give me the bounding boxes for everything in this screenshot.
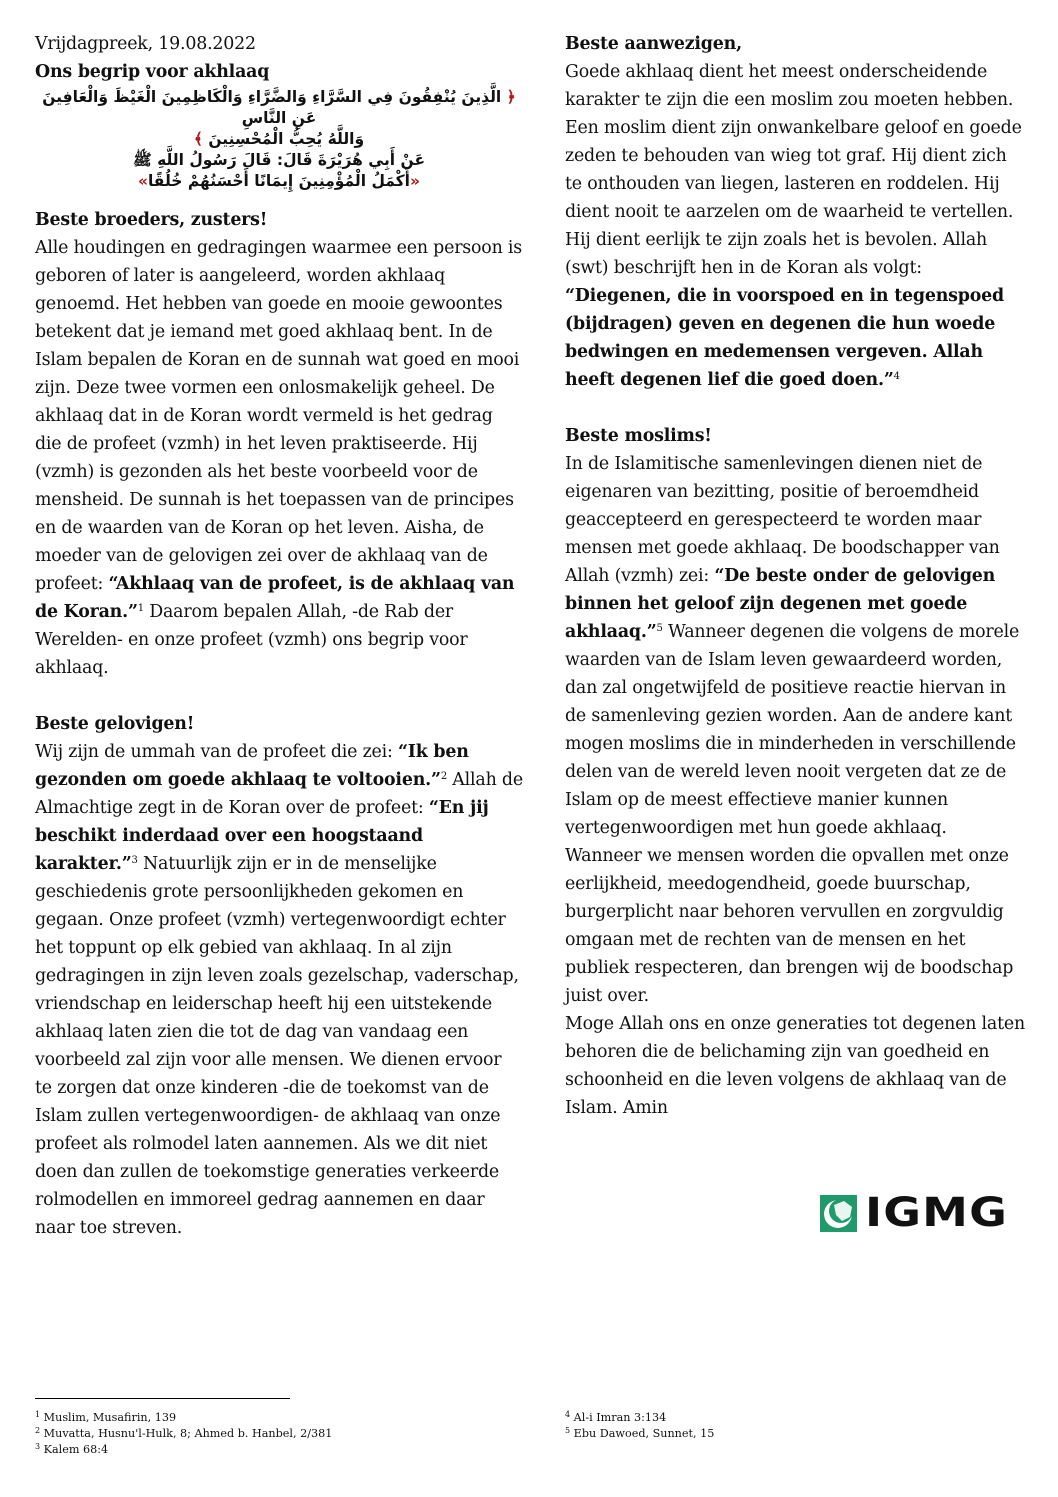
logo-text: IGMG [865, 1190, 1009, 1236]
arabic-hadith-line [35, 171, 523, 192]
quote-open: « [410, 172, 421, 190]
footnote-text: Ebu Dawoed, Sunnet, 15 [573, 1427, 715, 1440]
section-paragraph-3 [565, 58, 1027, 394]
paragraph-tail: Daarom bepalen Allah, -de Rab der Werelden- en onze profeet (vzmh) ons begrip voor akhlaaq. [35, 602, 468, 678]
footnote-ref-2[interactable]: 2 [440, 771, 447, 782]
paragraph-tail: Natuurlijk zijn er in de menselijke geschiedenis grote persoonlijkheden gekomen en gegaan. Onze profeet (vzmh) vertegenwoordigt echter het toppunt op elk gebied van akhlaaq. In al zijn gedragingen in zijn leven zoals gezelschap, vaderschap, vriendschap en leiderschap heeft hij een uitstekende akhlaaq laten zien die tot de dag van vandaag een voorbeeld zal zijn voor alle mensen. We dienen ervoor te zorgen dat onze kinderen -die de toekomst van de Islam zullen vertegenwoordigen- de akhlaaq van onze profeet als rolmodel laten aannemen. Als we dit niet doen dan zullen de toekomstige generaties verkeerde rolmodellen en immoreel gedrag aannemen en daar naar toe streven. [35, 854, 519, 1238]
quote-gezonden: “Ik ben gezonden om goede akhlaaq te voltooien.” [35, 742, 469, 790]
section-paragraph-1 [35, 234, 523, 682]
footnote-number: 2 [35, 1426, 41, 1435]
section-paragraph-4 [565, 450, 1027, 842]
footnote-number: 1 [35, 1410, 41, 1419]
footnote-2 [35, 1426, 332, 1442]
bracket-open: ﴿ [506, 88, 516, 106]
quote-karakter: “En jij beschikt inderdaad over een hoogstaand karakter.” [35, 798, 489, 874]
arabic-verse-text-1: الَّذِينَ يُنْفِقُونَ فِي السَّرَّاءِ وَالضَّرَّاءِ وَالْكَاظِمِينَ الْغَيْظَ وَالْعَافِينَ عَنِ النَّاسِ [42, 88, 502, 127]
paragraph-text: Alle houdingen en gedragingen waarmee een persoon is geboren of later is aangeleerd, worden akhlaaq genoemd. Het hebben van goede en mooie gewoontes betekent dat je iemand met goed akhlaaq bent. In de Islam bepalen de Koran en de sunnah wat goed en mooi zijn. Deze twee vormen een onlosmakelijk geheel. De akhlaaq dat in de Koran wordt vermeld is het gedrag die de profeet (vzmh) in het leven praktiseerde. Hij (vzmh) is gezonden als het beste voorbeeld voor de mensheid. De sunnah is het toepassen van de principes en de waarden van de Koran op het leven. Aisha, de moeder van de gelovigen zei over de akhlaaq van de profeet: [35, 238, 522, 594]
arabic-verse-line-1 [35, 87, 523, 129]
paragraph-mid: Allah de Almachtige zegt in de Koran over de profeet: [35, 770, 523, 818]
quote-aisha: “Akhlaaq van de profeet, is de akhlaaq van de Koran.” [35, 574, 515, 622]
page-title: Ons begrip voor akhlaaq [35, 62, 270, 82]
footnote-number: 4 [565, 1410, 571, 1419]
footnote-ref-3[interactable]: 3 [131, 855, 138, 866]
arabic-hadith-intro: عَنْ أَبِي هُرَيْرَةَ قَالَ: قَالَ رَسُولُ اللَّهِ ﷺ [132, 151, 426, 169]
footnotes-left [35, 1410, 332, 1458]
section-heading-broeders: Beste broeders, zusters! [35, 210, 268, 230]
arabic-verse-text-2: وَاللَّهُ يُحِبُّ الْمُحْسِنِينَ [208, 130, 365, 148]
paragraph-text: Goede akhlaaq dient het meest onderscheidende karakter te zijn die een moslim zou moeten hebben. Een moslim dient zijn onwankelbare geloof en goede zeden te behouden van wieg tot graf. Hij dient zich te onthouden van liegen, lasteren en roddelen. Hij dient nooit te aarzelen om de waarheid te vertellen. Hij dient eerlijk te zijn zoals het is bevolen. Allah (swt) beschrijft hen in de Koran als volgt: [565, 62, 1022, 278]
paragraph-tail: Wanneer degenen die volgens de morele waarden van de Islam leven gewaardeerd worden, dan zal ongetwijfeld de positieve reactie hiervan in de samenleving gezien worden. Aan de andere kant mogen moslims die in minderheden in verschillende delen van de wereld leven nooit vergeten dat ze de Islam op de meest effectieve manier kunnen vertegenwoordigen met hun goede akhlaaq. [565, 622, 1020, 838]
quote-voorspoed: “Diegenen, die in voorspoed en in tegenspoed (bijdragen) geven en degenen die hun woede bedwingen en medemensen vergeven. Allah heeft degenen lief die goed doen.” [565, 286, 1004, 390]
footnotes-right [565, 1410, 714, 1442]
quote-beste-gelovigen: “De beste onder de gelovigen binnen het geloof zijn degenen met goede akhlaaq.” [565, 566, 996, 642]
igmg-logo [820, 1190, 1009, 1236]
right-column [565, 30, 1027, 1122]
footnote-number: 3 [35, 1442, 41, 1451]
footnote-text: Al-i Imran 3:134 [573, 1411, 667, 1424]
section-paragraph-2 [35, 738, 523, 1242]
footnote-divider [35, 1398, 290, 1399]
closing-prayer: Moge Allah ons en onze generaties tot degenen laten behoren die de belichaming zijn van goedheid en schoonheid en die leven volgens de akhlaaq van de Islam. Amin [565, 1014, 1025, 1118]
arabic-verse-line-2 [35, 129, 523, 150]
bracket-close: ﴾ [193, 130, 203, 148]
footnote-ref-5[interactable]: 5 [656, 623, 663, 634]
date-line: Vrijdagpreek, 19.08.2022 [35, 34, 256, 54]
quote-close: » [137, 172, 148, 190]
footnote-4 [565, 1410, 714, 1426]
footnote-text: Muvatta, Husnu'l-Hulk, 8; Ahmed b. Hanbel, 2/381 [43, 1427, 333, 1440]
crescent-globe-icon [820, 1195, 857, 1232]
arabic-block [35, 87, 523, 192]
footnote-ref-4[interactable]: 4 [893, 371, 900, 382]
footnote-5 [565, 1426, 714, 1442]
footnote-ref-1[interactable]: 1 [137, 603, 144, 614]
footnote-3 [35, 1442, 332, 1458]
left-column [35, 30, 523, 1242]
paragraph-intro: Wij zijn de ummah van de profeet die zei: [35, 742, 398, 762]
section-heading-moslims: Beste moslims! [565, 426, 712, 446]
arabic-hadith-text: أَكْمَلُ الْمُؤْمِنِينَ إِيمَانًا أَحْسَنُهُمْ خُلُقًا [147, 172, 410, 190]
footnote-text: Muslim, Musafirin, 139 [43, 1411, 177, 1424]
section-heading-aanwezigen: Beste aanwezigen, [565, 34, 742, 54]
footnote-text: Kalem 68:4 [43, 1443, 109, 1456]
footnote-1 [35, 1410, 332, 1426]
section-paragraph-5: Wanneer we mensen worden die opvallen met onze eerlijkheid, meedogendheid, goede buurschap, burgerplicht naar behoren vervullen en zorgvuldig omgaan met de rechten van de mensen en het publiek respecteren, dan brengen wij de boodschap juist over. [565, 846, 1014, 1006]
section-heading-gelovigen: Beste gelovigen! [35, 714, 195, 734]
paragraph-text: In de Islamitische samenlevingen dienen niet de eigenaren van bezitting, positie of beroemdheid geaccepteerd en gerespecteerd te worden maar mensen met goede akhlaaq. De boodschapper van Allah (vzmh) zei: [565, 454, 1000, 586]
footnote-number: 5 [565, 1426, 571, 1435]
